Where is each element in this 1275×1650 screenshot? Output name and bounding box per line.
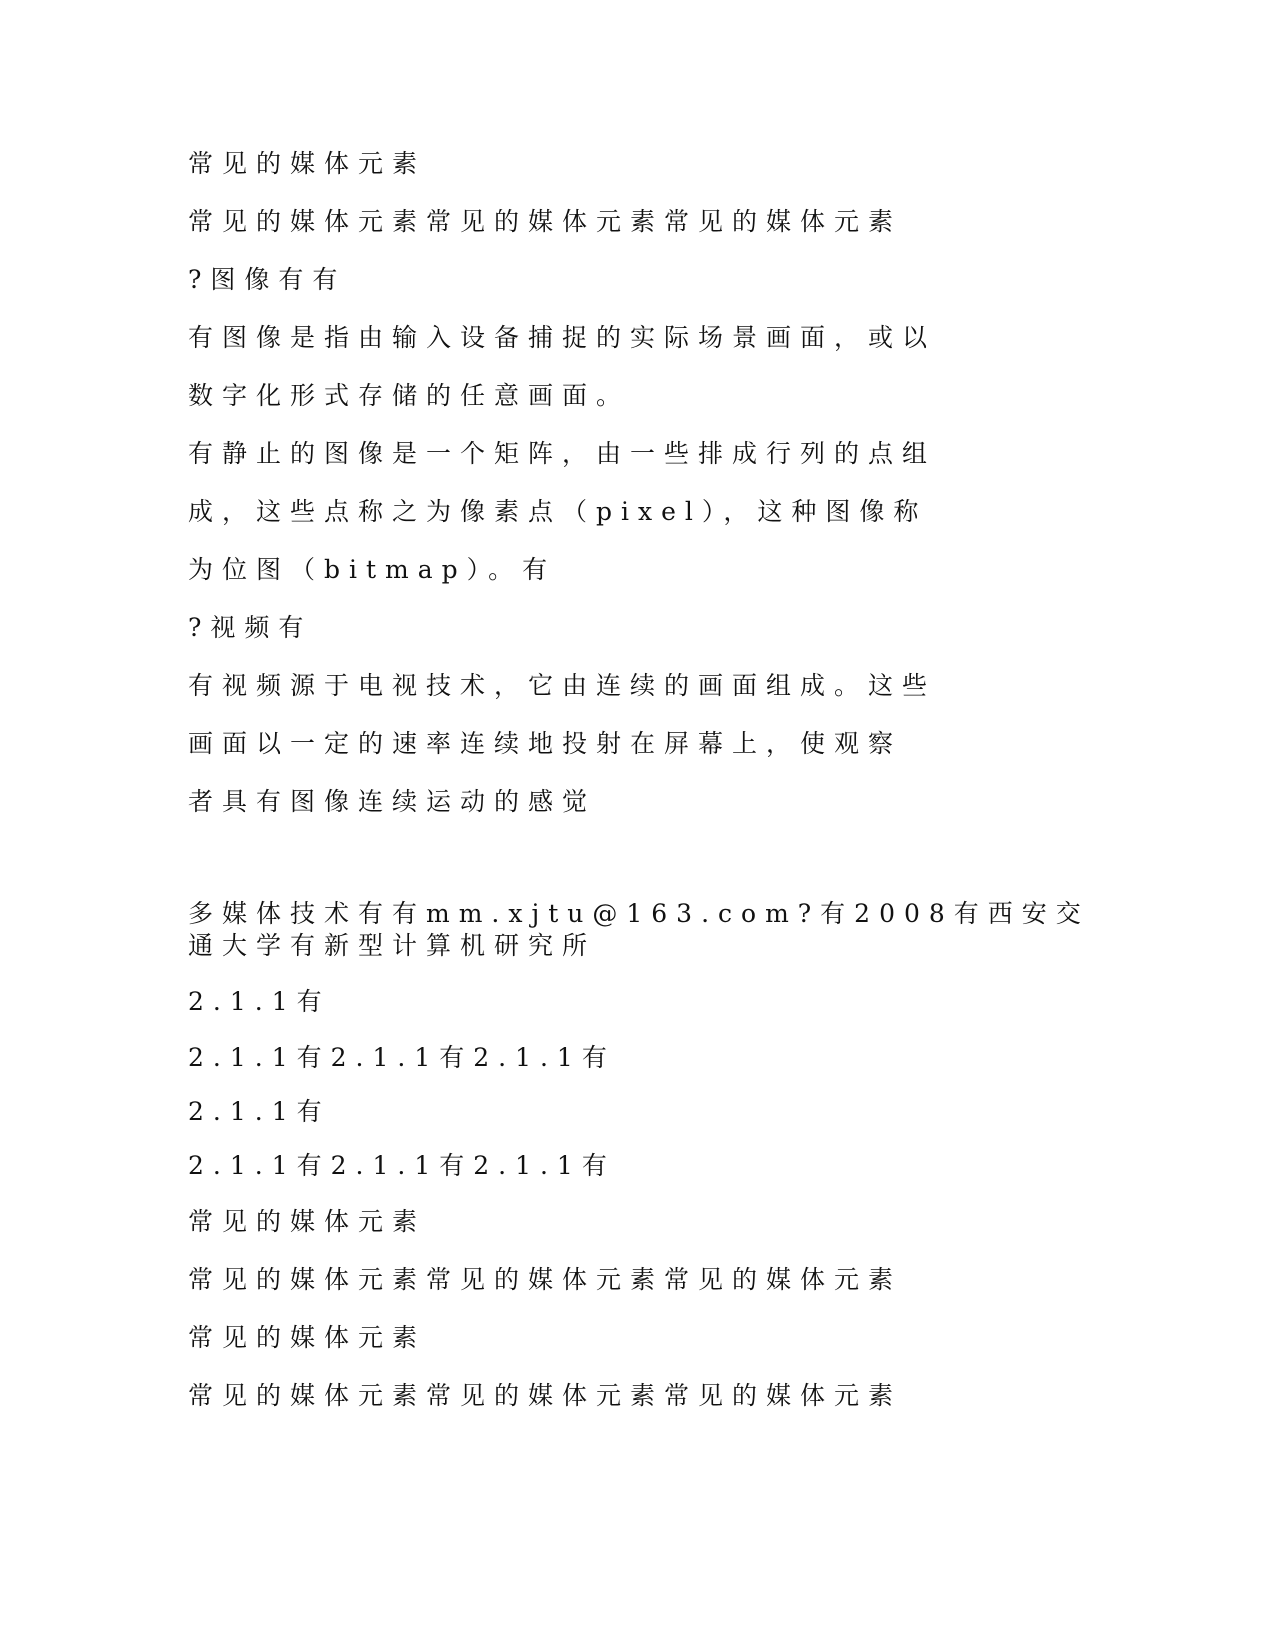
section-number: 2.1.1有 [188, 987, 331, 1016]
video-section-title: ?视频有 [188, 613, 313, 642]
repeated-heading: 常见的媒体元素常见的媒体元素常见的媒体元素 [188, 207, 903, 236]
heading-media-elements: 常见的媒体元素 [188, 149, 427, 178]
image-section-title: ?图像有有 [188, 265, 347, 294]
paragraph-line: 有图像是指由输入设备捕捉的实际场景画面，或以 [188, 323, 937, 352]
paragraph-line: 者具有图像连续运动的感觉 [188, 787, 597, 816]
section-number-repeated: 2.1.1有2.1.1有2.1.1有 [188, 1043, 616, 1072]
paragraph-line: 有静止的图像是一个矩阵，由一些排成行列的点组 [188, 439, 937, 468]
section-number-repeated: 2.1.1有2.1.1有2.1.1有 [188, 1151, 616, 1180]
paragraph-line: 有视频源于电视技术，它由连续的画面组成。这些 [188, 671, 937, 700]
section-number: 2.1.1有 [188, 1097, 331, 1126]
paragraph-line: 画面以一定的速率连续地投射在屏幕上，使观察 [188, 729, 903, 758]
paragraph-line: 为位图（bitmap）。有 [188, 555, 557, 584]
paragraph-line: 成，这些点称之为像素点（pixel），这种图像称 [188, 497, 928, 526]
heading-media-elements: 常见的媒体元素 [188, 1207, 427, 1236]
heading-media-elements: 常见的媒体元素 [188, 1323, 427, 1352]
paragraph-line: 数字化形式存储的任意画面。 [188, 381, 631, 410]
repeated-heading: 常见的媒体元素常见的媒体元素常见的媒体元素 [188, 1265, 903, 1294]
repeated-heading: 常见的媒体元素常见的媒体元素常见的媒体元素 [188, 1381, 903, 1410]
footer-line: 多媒体技术有有mm.xjtu@163.com?有2008有西安交通大学有新型计算机研究所 [188, 899, 1090, 960]
